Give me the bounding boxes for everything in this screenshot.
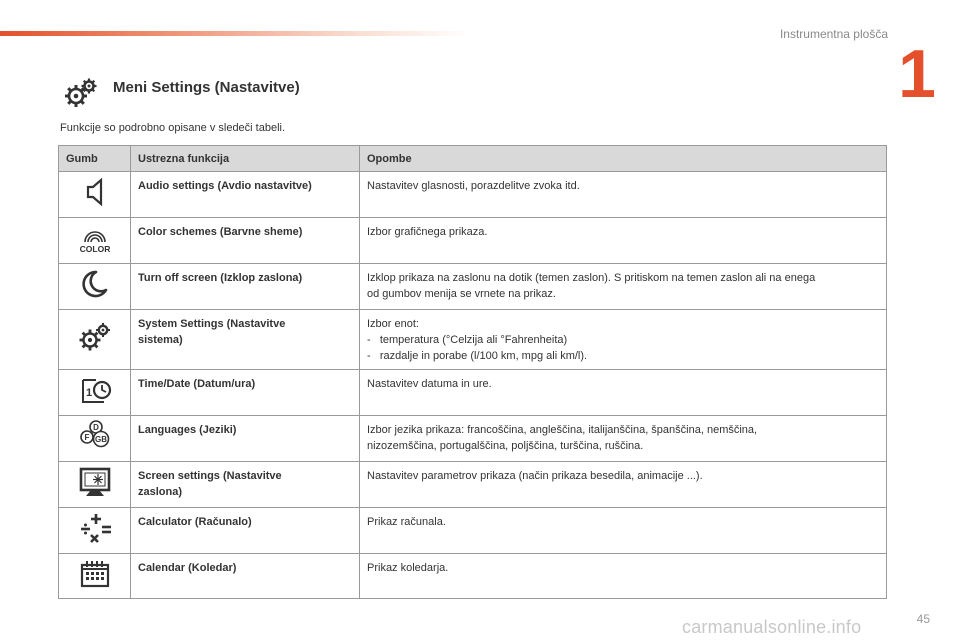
table-row	[59, 172, 887, 218]
function-line: System Settings (Nastavitve	[138, 318, 286, 330]
calculator-icon	[74, 510, 116, 546]
table-row	[59, 370, 887, 416]
page-title: Meni Settings (Nastavitve)	[113, 79, 300, 96]
icon-cell	[59, 264, 131, 310]
note-line: Nastavitev glasnosti, porazdelitve zvoka itd.	[367, 180, 580, 192]
function-cell: Calendar (Koledar)	[131, 554, 360, 599]
notes-cell	[360, 416, 887, 462]
function-cell: Turn off screen (Izklop zaslona)	[131, 264, 360, 310]
notes-cell	[360, 172, 887, 218]
function-cell	[131, 310, 360, 370]
table-row	[59, 218, 887, 264]
language-label-gb: GB	[94, 435, 107, 444]
icon-cell	[59, 462, 131, 508]
function-cell: Time/Date (Datum/ura)	[131, 370, 360, 416]
note-line: - temperatura (°Celzija ali °Fahrenheita)	[367, 334, 568, 346]
table-row	[59, 508, 887, 554]
function-line: zaslona)	[138, 486, 183, 498]
function-line: Screen settings (Nastavitve	[138, 470, 282, 482]
icon-cell	[59, 554, 131, 599]
color-icon-label: COLOR	[79, 244, 110, 254]
table-row	[59, 310, 887, 370]
language-label-d: D	[92, 423, 99, 432]
table-header-row	[59, 146, 887, 172]
icon-cell	[59, 508, 131, 554]
clock-calendar-icon	[74, 372, 116, 408]
header-accent-bar	[0, 31, 470, 36]
calendar-icon	[74, 556, 116, 592]
note-line: Nastavitev datuma in ure.	[367, 378, 492, 390]
column-header-notes: Opombe	[360, 146, 887, 172]
table-row	[59, 462, 887, 508]
languages-icon	[74, 418, 116, 454]
function-cell: Calculator (Računalo)	[131, 508, 360, 554]
note-line: od gumbov menija se vrnete na prikaz.	[367, 288, 556, 300]
note-line: Izbor jezika prikaza: francoščina, angleščina, italijanščina, španščina, nemščina,	[367, 424, 758, 436]
speaker-icon	[74, 174, 116, 210]
notes-cell	[360, 508, 887, 554]
moon-icon	[74, 266, 116, 302]
section-label: Instrumentna plošča	[779, 27, 888, 41]
notes-cell	[360, 310, 887, 370]
icon-cell	[59, 370, 131, 416]
intro-text: Funkcije so podrobno opisane v sledeči tabeli.	[60, 122, 286, 134]
function-cell: Color schemes (Barvne sheme)	[131, 218, 360, 264]
function-cell	[131, 462, 360, 508]
icon-cell	[59, 172, 131, 218]
notes-cell	[360, 554, 887, 599]
note-line: Nastavitev parametrov prikaza (način prikaza besedila, animacije ...).	[367, 470, 703, 482]
icon-cell	[59, 416, 131, 462]
page-number: 45	[916, 612, 930, 626]
notes-cell	[360, 218, 887, 264]
date-digit: 1	[85, 387, 92, 399]
gears-icon	[74, 319, 116, 355]
icon-cell	[59, 310, 131, 370]
language-label-f: F	[84, 433, 89, 442]
color-scheme-icon	[74, 220, 116, 256]
gears-icon	[64, 76, 98, 110]
note-line: nizozemščina, portugalščina, poljščina, turščina, ruščina.	[367, 440, 644, 452]
function-cell: Audio settings (Avdio nastavitve)	[131, 172, 360, 218]
settings-table	[58, 145, 887, 599]
function-cell: Languages (Jeziki)	[131, 416, 360, 462]
note-line: Izbor grafičnega prikaza.	[367, 226, 488, 238]
column-header-function: Ustrezna funkcija	[131, 146, 360, 172]
table-row	[59, 264, 887, 310]
note-line: Prikaz računala.	[367, 516, 446, 528]
table-row	[59, 416, 887, 462]
notes-cell	[360, 370, 887, 416]
note-line: Izklop prikaza na zaslonu na dotik (temen zaslon). S pritiskom na temen zaslon ali na enega	[367, 272, 816, 284]
note-line: Prikaz koledarja.	[367, 562, 449, 574]
watermark: carmanualsonline.info	[682, 617, 862, 637]
note-line: Izbor enot:	[367, 318, 419, 330]
notes-cell	[360, 462, 887, 508]
note-line: - razdalje in porabe (l/100 km, mpg ali km/l).	[367, 350, 588, 362]
table-row	[59, 554, 887, 599]
icon-cell	[59, 218, 131, 264]
column-header-button: Gumb	[59, 146, 131, 172]
notes-cell	[360, 264, 887, 310]
chapter-number: 1	[898, 36, 936, 112]
screen-settings-icon	[74, 464, 116, 500]
function-line: sistema)	[138, 334, 183, 346]
